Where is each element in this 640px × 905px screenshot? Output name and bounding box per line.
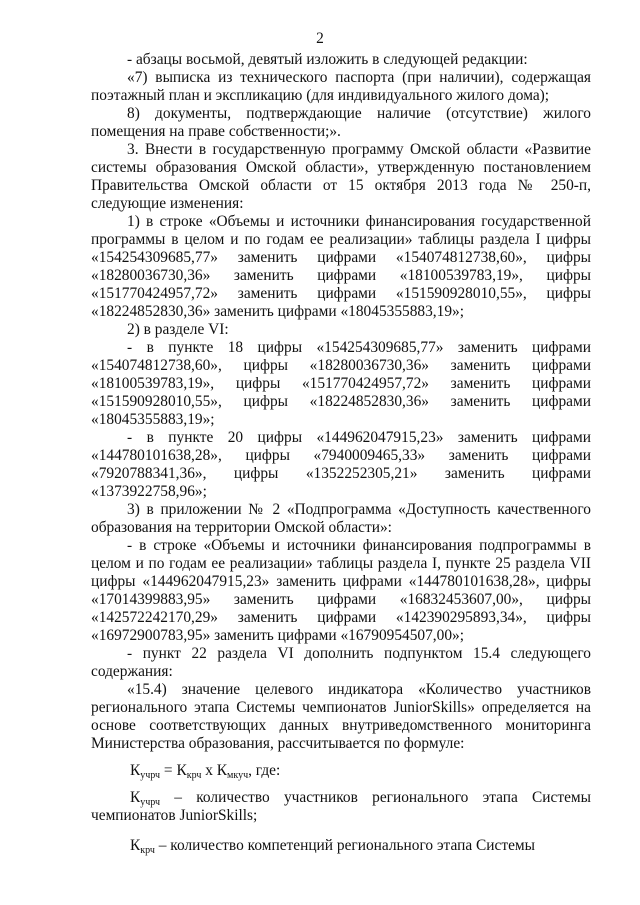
paragraph: - пункт 22 раздела VI дополнить подпунктом 15.4 следующего содержания:: [91, 645, 591, 680]
paragraph: - в пункте 18 цифры «154254309685,77» заменить цифрами «154074812738,60», цифры «18280036730,36» заменить цифрами «18100539783,19», цифры «151770424957,72» заменить цифрами «151590928010,55», цифры «18224852830,36» заменить цифрами «18045355883,19»;: [91, 339, 591, 428]
paragraph: «7) выписка из технического паспорта (при наличии), содержащая поэтажный план и экспликацию (для индивидуального жилого дома);: [91, 69, 591, 104]
paragraph: - абзацы восьмой, девятый изложить в следующей редакции:: [127, 51, 528, 68]
paragraph: 3. Внести в государственную программу Омской области «Развитие системы образования Омской области», утвержденную постановлением Правительства Омской области от 15 октября 2013 года № 250-п, следующие изменения:: [91, 141, 591, 212]
formula-text: =: [160, 762, 177, 779]
definition-text: – количество участников регионального этапа Системы чемпионатов JuniorSkills;: [91, 789, 591, 824]
formula-definition: [91, 789, 591, 825]
paragraph: 2) в разделе VI:: [127, 321, 229, 338]
document-body: [91, 51, 591, 855]
formula-text: К: [176, 762, 187, 779]
formula-text: К: [216, 762, 228, 779]
definition-text: – количество компетенций регионального этапа Системы: [154, 837, 535, 854]
paragraph: - в пункте 20 цифры «144962047915,23» заменить цифрами «144780101638,28», цифры «7940009465,33» заменить цифрами «7920788341,36», цифры «1352252305,21» заменить цифрами «1373922758,96»;: [91, 429, 591, 500]
variable-symbol: К: [130, 837, 141, 854]
paragraph: 3) в приложении № 2 «Подпрограмма «Доступность качественного образования на территории Омской области»:: [91, 501, 591, 536]
formula-text: , где:: [248, 762, 281, 779]
formula-subscript: мкуч: [227, 770, 249, 781]
variable-subscript: учрч: [140, 797, 161, 808]
formula-subscript: учрч: [140, 770, 161, 781]
formula-text: К: [130, 762, 141, 779]
paragraph: «15.4) значение целевого индикатора «Количество участников регионального этапа Системы чемпионатов JuniorSkills» определяется на основе соответствующих данных внутриведомственного мониторинга Министерства образования, рассчитывается по формуле:: [91, 681, 591, 752]
formula: [91, 753, 591, 789]
formula-text: х: [201, 762, 217, 779]
paragraph: - в строке «Объемы и источники финансирования подпрограммы в целом и по годам ее реализации» таблицы раздела I, пункте 25 раздела VII цифры «144962047915,23» заменить цифрами «144780101638,28», цифры «17014399883,95» заменить цифрами «16832453607,00», цифры «142572242170,29» заменить цифрами «142390295893,34», цифры «16972900783,95» заменить цифрами «16790954507,00»;: [91, 537, 591, 644]
page-number: 2: [316, 30, 324, 47]
formula-subscript: крч: [186, 770, 202, 781]
paragraph: 8) документы, подтверждающие наличие (отсутствие) жилого помещения на праве собственности;».: [91, 105, 591, 140]
formula-definition: [91, 837, 591, 855]
variable-subscript: крч: [140, 845, 155, 856]
paragraph: 1) в строке «Объемы и источники финансирования государственной программы в целом и по годам ее реализации» таблицы раздела I цифры «154254309685,77» заменить цифрами «154074812738,60», цифры «18280036730,36» заменить цифрами «18100539783,19», цифры «151770424957,72» заменить цифрами «151590928010,55», цифры «18224852830,36» заменить цифрами «18045355883,19»;: [91, 213, 591, 320]
variable-symbol: К: [130, 789, 141, 806]
